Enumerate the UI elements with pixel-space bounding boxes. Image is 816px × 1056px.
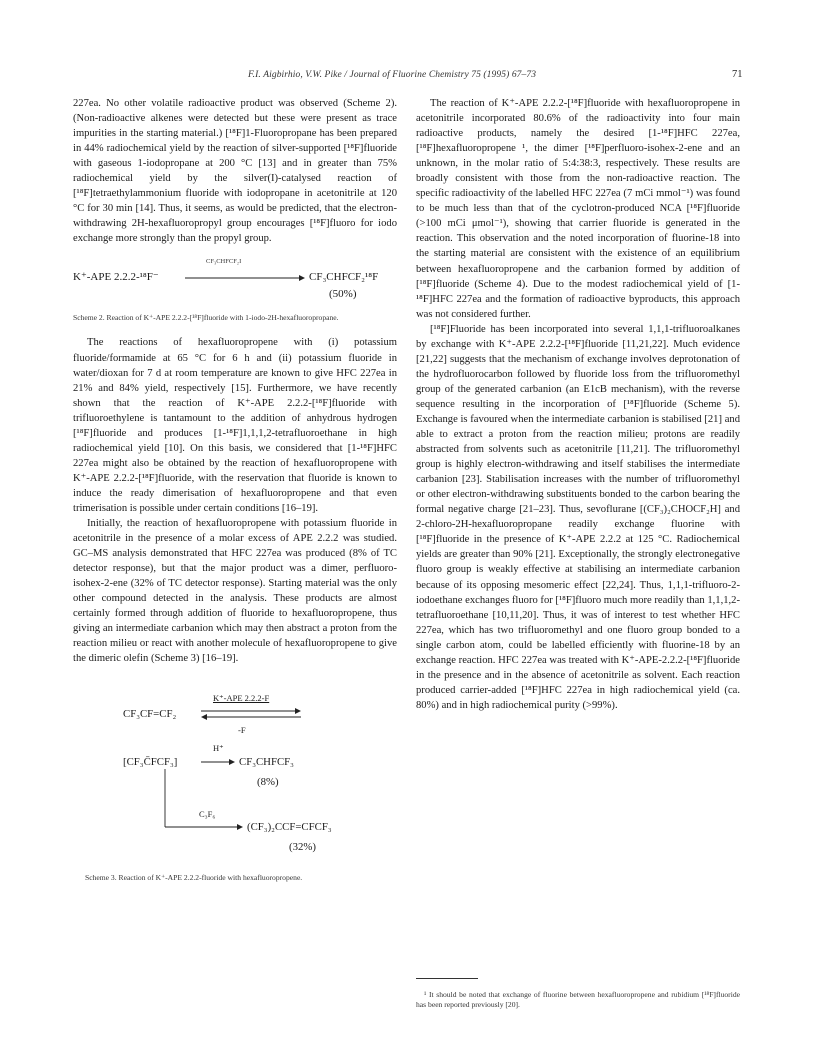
- paragraph: The reactions of hexafluoropropene with (i) potassium fluoride/formamide at 65 °C for 6 h and (ii) potassium fluoride in water/dioxan for 7 d at room temperature are known to give HFC 227ea in 21% and 84% yield, respectively [15]. Furthermore, we have recently shown that the reaction of K⁺-APE 2.2.2-[¹⁸F]fluoride with trifluoroethylene is tantamount to the addition of anhydrous hydrogen [¹⁸F]fluoride and produces [1-¹⁸F]1,1,1,2-tetrafluoroethane in high radiochemical yield [10]. On this basis, we considered that [1-¹⁸F]HFC 227ea might also be obtained by the reaction of hexafluoropropene with K⁺-APE 2.2.2-[¹⁸F]fluoride, with the reservation that fluoride is known to induce the ready dimerisation of hexafluoropropene and that even trimerisation is possible under certain conditions [16–19].: [73, 337, 397, 514]
- scheme-2: [73, 252, 397, 312]
- scheme-3: [73, 677, 397, 872]
- page-header: [0, 70, 816, 86]
- page-number: 71: [732, 69, 743, 80]
- paragraph: [¹⁸F]Fluoride has been incorporated into several 1,1,1-trifluoroalkanes by exchange with K⁺-APE 2.2.2-[¹⁸F]fluoride [11,21,22]. Much evidence [21,22] suggests that the mechanism of exchange involves deprotonation of the hydrofluorocarbon followed by fluoride loss from the trifluoromethyl group of the generated carbanion (an E1cB mechanism), with the reverse sequence resulting in the incorporation of [¹⁸F]fluoride (Scheme 5). Exchange is favoured when the intermediate carbanion is stabilised [21] and able to extract a proton from the reaction milieu; protons are readily abstracted from solvents such as acetonitrile [11,21]. The trifluoromethyl group is highly electron-withdrawing and itself stabilises the intermediate carbanion [23]. Stabilisation increases with the number of trifluoromethyl or other electron-withdrawing substituents bonded to the carbon bearing the formal negative charge [21–23]. Thus, sevoflurane [(CF₃)₂CHOCF₂H] and 2-chloro-2H-hexafluoropropane readily exchange fluorine with [¹⁸F]fluoride in the presence of K⁺-APE 2.2.2 at 125 °C. Radiochemical yields are greater than 90% [21]. Exceptionally, the strongly electronegative fluoro group is weakly effective at stabilising an intermediate carbanion because of its opposing mesomeric effect [22,24]. Thus, 1,1,1-trifluoro-2-iodoethane exchanges fluoro for [¹⁸F]fluoro much more readily than 1,1,1,2-tetrafluoroethane [10,11,20]. Thus, it was of interest to test whether HFC 227ea, which has two trifluoromethyl and one fluoro group bonded to a single carbon atom, could be labelled efficiently with fluorine-18 by an exchange reaction. HFC 227ea was treated with K⁺-APE-2.2.2-[¹⁸F]fluoride in the presence and in the absence of acetonitrile as solvent. Each reaction produced carrier-added [¹⁸F]HFC 227ea in high radiochemical yield (ca. 80%) and in high radiochemical purity (>99%).: [416, 323, 740, 711]
- scheme2-yield: (50%): [329, 288, 357, 301]
- paragraph: Initially, the reaction of hexafluoropropene with potassium fluoride in acetonitrile in the presence of a molar excess of APE 2.2.2 was studied. GC–MS analysis demonstrated that HFC 227ea was produced (8% of TC detector response), but that the major product was a dimer, perfluoro-isohex-2-ene (32% of TC detector response). Starting material was the only other compound detected in the analysis. These products are almost certainly formed through addition of fluoride to hexafluoropropene, thus giving an intermediate carbanion which may then abstract a proton from the reaction milieu or react with another molecule of hexafluoropropene to give the dimeric olefin (Scheme 3) [16–19].: [73, 518, 397, 665]
- scheme3-yield-1: (8%): [257, 775, 279, 788]
- scheme3-product-2: (CF₃)₂CCF=CFCF₃: [247, 820, 332, 833]
- scheme3-forward-label: K⁺-APE 2.2.2-F: [213, 692, 270, 703]
- scheme3-reactant: CF₃CF=CF₂: [123, 707, 177, 720]
- equilibrium-arrow-icon: [201, 707, 301, 721]
- reaction-arrow-icon: [201, 757, 235, 767]
- scheme2-arrow-label: CF₃CHFCF₂I: [206, 258, 242, 266]
- scheme2-product: CF₃CHFCF₂¹⁸F: [309, 271, 379, 284]
- scheme3-reverse-label: -F: [238, 724, 246, 735]
- scheme2-caption: Scheme 2. Reaction of K⁺-APE 2.2.2-[¹⁸F]fluoride with 1-iodo-2H-hexafluoropropane.: [73, 313, 339, 323]
- right-column: [416, 96, 740, 713]
- scheme3-caption: Scheme 3. Reaction of K⁺-APE 2.2.2-fluoride with hexafluoropropene.: [85, 872, 303, 882]
- scheme3-proton-label: H⁺: [213, 742, 224, 753]
- reaction-arrow-icon: [185, 273, 305, 283]
- branch-arrow-icon: [163, 769, 243, 833]
- footnote: ¹ It should be noted that exchange of fluorine between hexafluoropropene and rubidium [¹⁸F]fluoride has been reported previously [20].: [416, 989, 740, 1010]
- left-column: [73, 96, 397, 883]
- scheme3-carbanion: [CF₃C̄FCF₃]: [123, 755, 178, 768]
- scheme3-c3f6-label: C₃F₆: [199, 808, 216, 819]
- paragraph: 227ea. No other volatile radioactive product was observed (Scheme 2). (Non-radioactive alkenes were detected but these were present as trace impurities in the starting material.) [¹⁸F]1-Fluoropropane has been prepared in 44% radiochemical yield by the reaction of silver-supported [¹⁸F]fluoride with gaseous 1-iodopropane at 200 °C [13] and in greater than 75% radiochemical yield by the silver(I)-catalysed reaction of [¹⁸F]tetraethylammonium fluoride with iodopropane in acetonitrile at 120 °C for 30 min [14]. Thus, it seems, as would be predicted, that the electron-withdrawing 2H-hexafluoropropyl group encourages [¹⁸F]fluoro for iodo exchange more strongly than the propyl group.: [73, 98, 397, 245]
- footnote-divider: [416, 978, 478, 979]
- paragraph: The reaction of K⁺-APE 2.2.2-[¹⁸F]fluoride with hexafluoropropene in acetonitrile incorporated 80.6% of the radioactivity into four main radioactive products, namely the desired [1-¹⁸F]HFC 227ea, [¹⁸F]hexafluoropropene ¹, the dimer [¹⁸F]perfluoro-isohex-2-ene and an unknown, in the molar ratio of 5:4:38:3, respectively. These results are broadly consistent with those from the non-radioactive reaction. The specific radioactivity of the labelled HFC 227ea (7 mCi mmol⁻¹) was found to be much less than that of the cyclotron-produced NCA [¹⁸F]fluoride (>100 mCi μmol⁻¹), showing that carrier fluoride is generated in the reaction. This observation and the noted incorporation of fluorine-18 into the starting material are consistent with the existence of an equilibrium between hexafluoropropene and the carbanion formed by addition of [¹⁸F]fluoride (Scheme 4). Due to the modest radiochemical yield of [1-¹⁸F]HFC 227ea and the formation of radioactive byproducts, this approach was not considered further.: [416, 98, 740, 320]
- running-head: F.I. Aigbirhio, V.W. Pike / Journal of Fluorine Chemistry 75 (1995) 67–73: [248, 70, 537, 80]
- scheme3-yield-2: (32%): [289, 840, 316, 853]
- scheme3-product-1: CF₃CHFCF₃: [239, 755, 294, 768]
- scheme2-reactant: K⁺-APE 2.2.2-¹⁸F⁻: [73, 271, 159, 284]
